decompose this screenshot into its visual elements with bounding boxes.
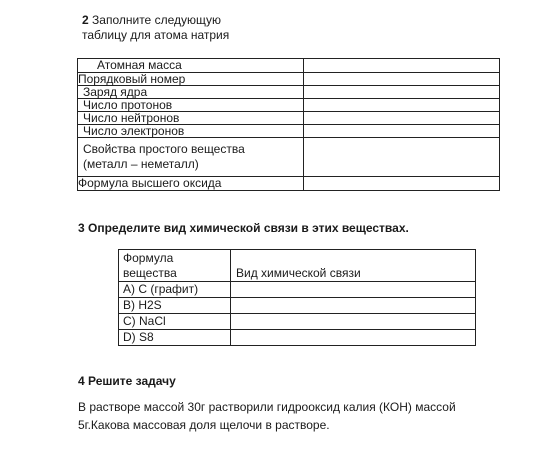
task-4-problem-text: В растворе массой 30г растворили гидрооксид калия (КОН) массой 5г.Какова массовая доля щелочи в растворе. (78, 400, 456, 432)
table-line (118, 249, 476, 250)
table-line (77, 190, 500, 191)
table-line (475, 249, 476, 346)
table-line (118, 313, 476, 314)
task-4-heading: 4 Решите задачу (78, 374, 176, 388)
row-label-s8: D) S8 (123, 330, 154, 344)
table-line (303, 58, 304, 191)
row-label-h2s: В) H2S (123, 298, 162, 312)
task-2-heading (82, 13, 242, 43)
row-label-atomic-number: Порядковый номер (78, 72, 186, 86)
row-label-simple-substance-properties: Свойства простого вещества (металл – неметалл) (83, 142, 245, 171)
row-label-atomic-mass: Атомная масса (97, 58, 182, 72)
table-line (118, 249, 119, 346)
col-header-bond-type: Вид химической связи (236, 266, 361, 280)
table-line (499, 58, 500, 191)
sodium-properties-table (77, 58, 500, 191)
col-header-formula: Формула вещества (123, 251, 177, 280)
table-line (118, 345, 476, 346)
task-2-number: 2 (82, 13, 89, 27)
row-label-electrons: Число электронов (83, 124, 185, 138)
row-label-graphite: А) С (графит) (123, 282, 199, 296)
chemical-bond-table (118, 249, 476, 346)
row-label-higher-oxide-formula: Формула высшего оксида (78, 176, 222, 190)
table-line (118, 329, 476, 330)
table-line (230, 249, 231, 346)
row-label-nuclear-charge: Заряд ядра (83, 85, 148, 99)
row-label-nacl: С) NaCl (123, 314, 166, 328)
row-label-neutrons: Число нейтронов (83, 111, 180, 125)
task-3-heading: 3 Определите вид химической связи в этих веществах. (78, 221, 409, 235)
task-2-text: Заполните следующую таблицу для атома натрия (82, 13, 230, 42)
table-line (118, 297, 476, 298)
row-label-protons: Число протонов (83, 98, 173, 112)
